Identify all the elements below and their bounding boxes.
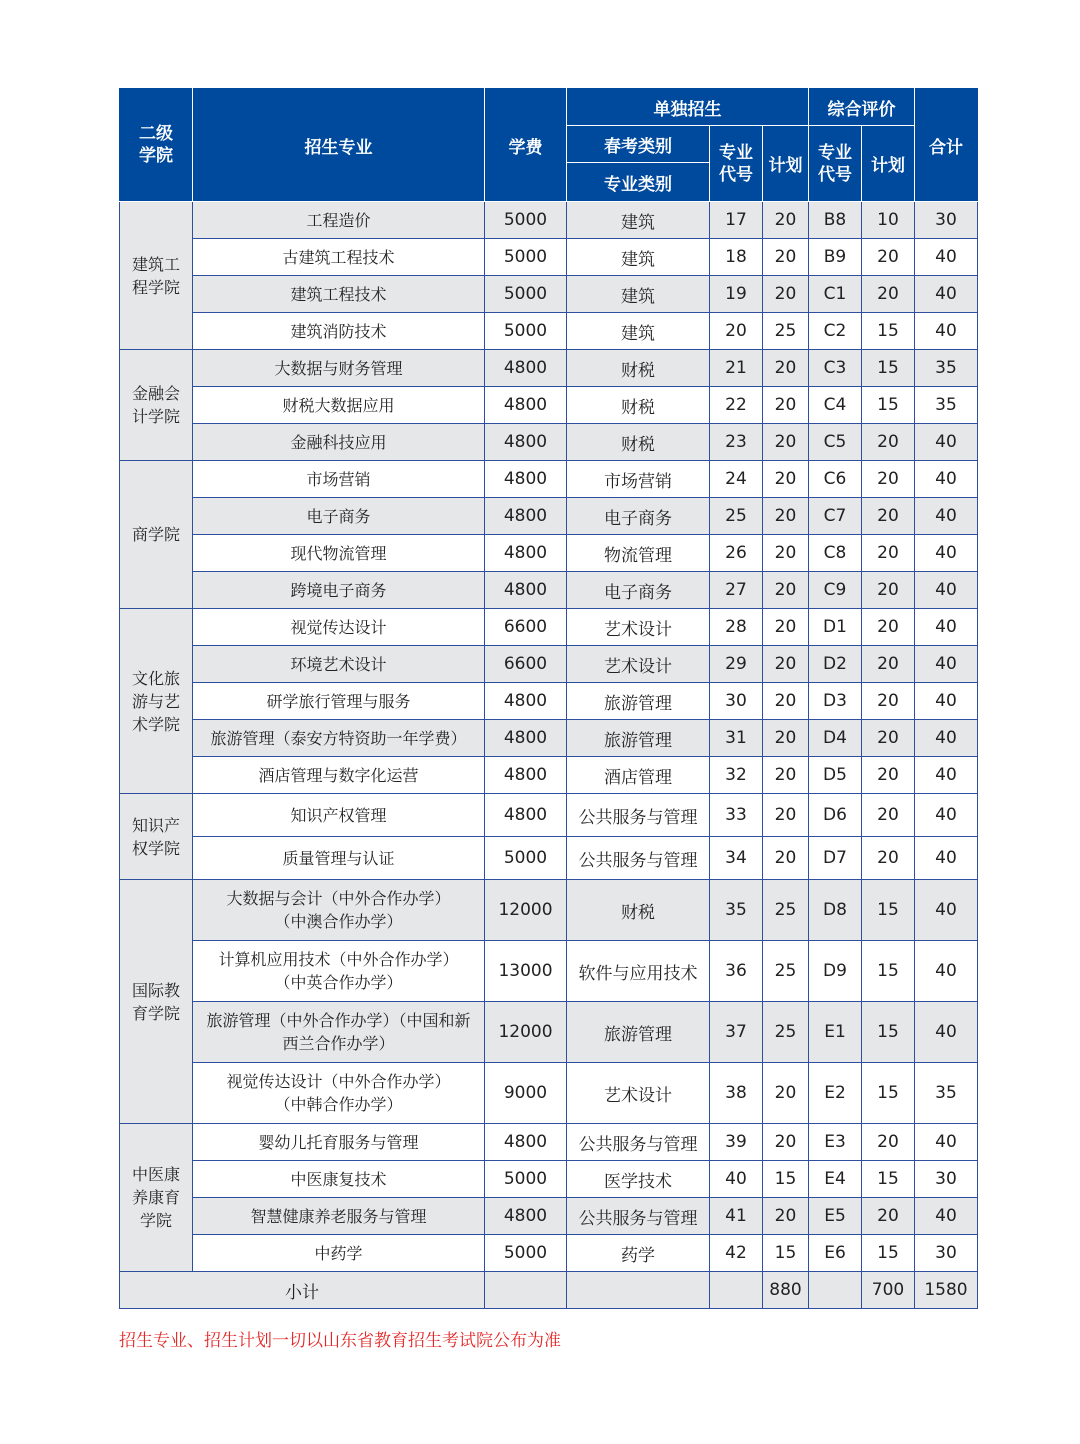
fee-cell: 6600 (485, 609, 567, 646)
comp-code-cell: E3 (809, 1124, 862, 1161)
major-cell: 旅游管理（中外合作办学）（中国和新 西兰合作办学） (193, 1002, 485, 1063)
single-plan-cell: 20 (763, 837, 809, 880)
single-plan-cell: 20 (763, 720, 809, 757)
comp-plan-cell: 20 (862, 837, 915, 880)
comp-plan-cell: 15 (862, 387, 915, 424)
major-cell: 智慧健康养老服务与管理 (193, 1198, 485, 1235)
table-row (120, 837, 978, 880)
single-plan-cell: 20 (763, 424, 809, 461)
comp-code-cell: C4 (809, 387, 862, 424)
comp-code-cell: C9 (809, 572, 862, 609)
total-cell: 40 (915, 239, 978, 276)
comp-code-cell: C1 (809, 276, 862, 313)
table-row (120, 572, 978, 609)
total-cell: 40 (915, 535, 978, 572)
total-cell: 35 (915, 387, 978, 424)
category-cell: 公共服务与管理 (567, 794, 710, 837)
single-plan-cell: 20 (763, 350, 809, 387)
single-code-cell: 39 (710, 1124, 763, 1161)
major-cell: 金融科技应用 (193, 424, 485, 461)
table-row (120, 461, 978, 498)
total-cell: 40 (915, 1124, 978, 1161)
major-cell: 工程造价 (193, 202, 485, 239)
header-major: 招生专业 (193, 89, 485, 202)
single-code-cell: 33 (710, 794, 763, 837)
category-cell: 艺术设计 (567, 609, 710, 646)
footnote: 招生专业、招生计划一切以山东省教育招生考试院公布为准 (119, 1331, 561, 1351)
fee-cell: 5000 (485, 1235, 567, 1272)
comp-plan-cell: 20 (862, 646, 915, 683)
major-cell: 环境艺术设计 (193, 646, 485, 683)
empty-category-cell (567, 1272, 710, 1309)
single-code-cell: 23 (710, 424, 763, 461)
total-cell: 40 (915, 461, 978, 498)
empty-single-code-cell (710, 1272, 763, 1309)
single-code-cell: 17 (710, 202, 763, 239)
comp-code-cell: C5 (809, 424, 862, 461)
single-plan-cell: 20 (763, 609, 809, 646)
table-row (120, 350, 978, 387)
table-row (120, 683, 978, 720)
header-total: 合计 (915, 89, 978, 202)
comp-code-cell: C7 (809, 498, 862, 535)
fee-cell: 5000 (485, 202, 567, 239)
table-row (120, 1063, 978, 1124)
fee-cell: 4800 (485, 461, 567, 498)
single-code-cell: 42 (710, 1235, 763, 1272)
comp-plan-cell: 15 (862, 941, 915, 1002)
category-cell: 物流管理 (567, 535, 710, 572)
fee-cell: 4800 (485, 535, 567, 572)
fee-cell: 12000 (485, 1002, 567, 1063)
comp-code-cell: D3 (809, 683, 862, 720)
table-row (120, 202, 978, 239)
table-row (120, 646, 978, 683)
empty-fee-cell (485, 1272, 567, 1309)
comp-plan-cell: 15 (862, 1002, 915, 1063)
subtotal-single-plan: 880 (763, 1272, 809, 1309)
fee-cell: 13000 (485, 941, 567, 1002)
fee-cell: 4800 (485, 572, 567, 609)
total-cell: 40 (915, 609, 978, 646)
total-cell: 40 (915, 313, 978, 350)
single-code-cell: 19 (710, 276, 763, 313)
comp-code-cell: D1 (809, 609, 862, 646)
category-cell: 酒店管理 (567, 757, 710, 794)
comp-plan-cell: 20 (862, 1198, 915, 1235)
comp-code-cell: D5 (809, 757, 862, 794)
comp-plan-cell: 15 (862, 350, 915, 387)
total-cell: 40 (915, 880, 978, 941)
category-cell: 建筑 (567, 313, 710, 350)
comp-code-cell: D8 (809, 880, 862, 941)
comp-plan-cell: 15 (862, 880, 915, 941)
total-cell: 40 (915, 941, 978, 1002)
header-spring-category: 春考类别 (567, 126, 710, 163)
comp-plan-cell: 20 (862, 572, 915, 609)
table-row (120, 794, 978, 837)
single-code-cell: 38 (710, 1063, 763, 1124)
comp-code-cell: D7 (809, 837, 862, 880)
category-cell: 旅游管理 (567, 683, 710, 720)
single-code-cell: 35 (710, 880, 763, 941)
comp-code-cell: E2 (809, 1063, 862, 1124)
total-cell: 35 (915, 350, 978, 387)
header-comp-plan: 计划 (862, 126, 915, 202)
category-cell: 建筑 (567, 239, 710, 276)
single-code-cell: 28 (710, 609, 763, 646)
table-row (120, 880, 978, 941)
single-code-cell: 34 (710, 837, 763, 880)
comp-code-cell: D9 (809, 941, 862, 1002)
comp-plan-cell: 20 (862, 794, 915, 837)
total-cell: 40 (915, 757, 978, 794)
comp-plan-cell: 20 (862, 757, 915, 794)
single-code-cell: 29 (710, 646, 763, 683)
single-plan-cell: 25 (763, 941, 809, 1002)
category-cell: 药学 (567, 1235, 710, 1272)
total-cell: 30 (915, 1235, 978, 1272)
fee-cell: 4800 (485, 1124, 567, 1161)
subtotal-comp-plan: 700 (862, 1272, 915, 1309)
single-code-cell: 21 (710, 350, 763, 387)
single-plan-cell: 20 (763, 683, 809, 720)
fee-cell: 4800 (485, 757, 567, 794)
major-cell: 视觉传达设计 (193, 609, 485, 646)
category-cell: 财税 (567, 880, 710, 941)
single-code-cell: 41 (710, 1198, 763, 1235)
fee-cell: 4800 (485, 498, 567, 535)
subtotal-label: 小计 (120, 1272, 485, 1309)
header-major-category: 专业类别 (567, 163, 710, 202)
comp-plan-cell: 15 (862, 1161, 915, 1198)
major-cell: 市场营销 (193, 461, 485, 498)
single-code-cell: 37 (710, 1002, 763, 1063)
major-cell: 计算机应用技术（中外合作办学） （中英合作办学） (193, 941, 485, 1002)
comp-code-cell: C2 (809, 313, 862, 350)
empty-comp-code-cell (809, 1272, 862, 1309)
table-row (120, 498, 978, 535)
category-cell: 市场营销 (567, 461, 710, 498)
fee-cell: 4800 (485, 350, 567, 387)
single-plan-cell: 20 (763, 572, 809, 609)
fee-cell: 4800 (485, 794, 567, 837)
table-row (120, 1235, 978, 1272)
header-single-code: 专业 代号 (710, 126, 763, 202)
total-cell: 40 (915, 424, 978, 461)
single-code-cell: 24 (710, 461, 763, 498)
header-comp-code: 专业 代号 (809, 126, 862, 202)
enrollment-plan-table (119, 88, 978, 1309)
college-cell: 金融会 计学院 (120, 350, 193, 461)
fee-cell: 4800 (485, 683, 567, 720)
comp-plan-cell: 20 (862, 683, 915, 720)
comp-plan-cell: 15 (862, 1235, 915, 1272)
fee-cell: 4800 (485, 720, 567, 757)
total-cell: 40 (915, 498, 978, 535)
single-plan-cell: 20 (763, 461, 809, 498)
total-cell: 40 (915, 572, 978, 609)
comp-plan-cell: 10 (862, 202, 915, 239)
fee-cell: 4800 (485, 1198, 567, 1235)
category-cell: 旅游管理 (567, 720, 710, 757)
fee-cell: 5000 (485, 239, 567, 276)
total-cell: 40 (915, 794, 978, 837)
category-cell: 电子商务 (567, 572, 710, 609)
single-code-cell: 18 (710, 239, 763, 276)
category-cell: 旅游管理 (567, 1002, 710, 1063)
fee-cell: 5000 (485, 313, 567, 350)
category-cell: 公共服务与管理 (567, 837, 710, 880)
comp-plan-cell: 20 (862, 498, 915, 535)
category-cell: 财税 (567, 424, 710, 461)
comp-plan-cell: 20 (862, 535, 915, 572)
comp-plan-cell: 20 (862, 424, 915, 461)
single-code-cell: 30 (710, 683, 763, 720)
table-row (120, 535, 978, 572)
comp-code-cell: C8 (809, 535, 862, 572)
major-cell: 中医康复技术 (193, 1161, 485, 1198)
category-cell: 公共服务与管理 (567, 1198, 710, 1235)
major-cell: 古建筑工程技术 (193, 239, 485, 276)
single-plan-cell: 20 (763, 202, 809, 239)
single-plan-cell: 20 (763, 239, 809, 276)
fee-cell: 5000 (485, 276, 567, 313)
table-row (120, 424, 978, 461)
major-cell: 研学旅行管理与服务 (193, 683, 485, 720)
comp-plan-cell: 15 (862, 1063, 915, 1124)
fee-cell: 6600 (485, 646, 567, 683)
fee-cell: 5000 (485, 1161, 567, 1198)
single-code-cell: 36 (710, 941, 763, 1002)
comp-code-cell: B8 (809, 202, 862, 239)
single-code-cell: 26 (710, 535, 763, 572)
college-cell: 文化旅 游与艺 术学院 (120, 609, 193, 794)
fee-cell: 4800 (485, 387, 567, 424)
single-plan-cell: 15 (763, 1161, 809, 1198)
single-plan-cell: 25 (763, 1002, 809, 1063)
single-plan-cell: 20 (763, 535, 809, 572)
table-row (120, 609, 978, 646)
category-cell: 建筑 (567, 276, 710, 313)
single-plan-cell: 20 (763, 276, 809, 313)
single-plan-cell: 20 (763, 498, 809, 535)
header-single-plan: 计划 (763, 126, 809, 202)
comp-code-cell: C6 (809, 461, 862, 498)
header-single-enrollment: 单独招生 (567, 89, 809, 126)
single-code-cell: 27 (710, 572, 763, 609)
table-row (120, 941, 978, 1002)
comp-code-cell: B9 (809, 239, 862, 276)
category-cell: 电子商务 (567, 498, 710, 535)
single-code-cell: 22 (710, 387, 763, 424)
single-plan-cell: 20 (763, 387, 809, 424)
fee-cell: 12000 (485, 880, 567, 941)
college-cell: 建筑工 程学院 (120, 202, 193, 350)
comp-code-cell: D4 (809, 720, 862, 757)
header-comprehensive-evaluation: 综合评价 (809, 89, 915, 126)
total-cell: 40 (915, 837, 978, 880)
fee-cell: 5000 (485, 837, 567, 880)
table-row (120, 387, 978, 424)
total-cell: 35 (915, 1063, 978, 1124)
major-cell: 婴幼儿托育服务与管理 (193, 1124, 485, 1161)
single-plan-cell: 20 (763, 757, 809, 794)
table-row (120, 239, 978, 276)
fee-cell: 4800 (485, 424, 567, 461)
major-cell: 跨境电子商务 (193, 572, 485, 609)
total-cell: 40 (915, 1002, 978, 1063)
major-cell: 大数据与财务管理 (193, 350, 485, 387)
single-code-cell: 31 (710, 720, 763, 757)
college-cell: 知识产 权学院 (120, 794, 193, 880)
table-row (120, 720, 978, 757)
major-cell: 视觉传达设计（中外合作办学） （中韩合作办学） (193, 1063, 485, 1124)
college-cell: 国际教 育学院 (120, 880, 193, 1124)
single-plan-cell: 20 (763, 1198, 809, 1235)
comp-code-cell: E6 (809, 1235, 862, 1272)
category-cell: 软件与应用技术 (567, 941, 710, 1002)
total-cell: 40 (915, 683, 978, 720)
college-cell: 商学院 (120, 461, 193, 609)
single-plan-cell: 15 (763, 1235, 809, 1272)
total-cell: 30 (915, 1161, 978, 1198)
major-cell: 质量管理与认证 (193, 837, 485, 880)
subtotal-total: 1580 (915, 1272, 978, 1309)
table-row (120, 757, 978, 794)
major-cell: 现代物流管理 (193, 535, 485, 572)
major-cell: 大数据与会计（中外合作办学） （中澳合作办学） (193, 880, 485, 941)
single-plan-cell: 20 (763, 794, 809, 837)
category-cell: 建筑 (567, 202, 710, 239)
category-cell: 财税 (567, 387, 710, 424)
total-cell: 40 (915, 646, 978, 683)
single-plan-cell: 20 (763, 646, 809, 683)
single-code-cell: 40 (710, 1161, 763, 1198)
category-cell: 医学技术 (567, 1161, 710, 1198)
category-cell: 艺术设计 (567, 646, 710, 683)
table-row (120, 313, 978, 350)
comp-plan-cell: 20 (862, 276, 915, 313)
comp-plan-cell: 15 (862, 313, 915, 350)
comp-code-cell: C3 (809, 350, 862, 387)
major-cell: 中药学 (193, 1235, 485, 1272)
single-plan-cell: 20 (763, 1124, 809, 1161)
category-cell: 财税 (567, 350, 710, 387)
total-cell: 30 (915, 202, 978, 239)
table-body (120, 202, 978, 1309)
table-row (120, 276, 978, 313)
comp-code-cell: E5 (809, 1198, 862, 1235)
single-code-cell: 32 (710, 757, 763, 794)
category-cell: 艺术设计 (567, 1063, 710, 1124)
single-plan-cell: 25 (763, 313, 809, 350)
comp-code-cell: E1 (809, 1002, 862, 1063)
total-cell: 40 (915, 276, 978, 313)
comp-code-cell: D6 (809, 794, 862, 837)
comp-plan-cell: 20 (862, 1124, 915, 1161)
comp-plan-cell: 20 (862, 461, 915, 498)
single-code-cell: 20 (710, 313, 763, 350)
major-cell: 建筑工程技术 (193, 276, 485, 313)
table-row (120, 1161, 978, 1198)
major-cell: 电子商务 (193, 498, 485, 535)
college-cell: 中医康 养康育 学院 (120, 1124, 193, 1272)
major-cell: 建筑消防技术 (193, 313, 485, 350)
major-cell: 知识产权管理 (193, 794, 485, 837)
single-plan-cell: 25 (763, 880, 809, 941)
comp-code-cell: D2 (809, 646, 862, 683)
table-row (120, 1198, 978, 1235)
total-cell: 40 (915, 1198, 978, 1235)
comp-code-cell: E4 (809, 1161, 862, 1198)
major-cell: 旅游管理（泰安方特资助一年学费） (193, 720, 485, 757)
comp-plan-cell: 20 (862, 720, 915, 757)
category-cell: 公共服务与管理 (567, 1124, 710, 1161)
major-cell: 酒店管理与数字化运营 (193, 757, 485, 794)
single-plan-cell: 20 (763, 1063, 809, 1124)
single-code-cell: 25 (710, 498, 763, 535)
comp-plan-cell: 20 (862, 609, 915, 646)
major-cell: 财税大数据应用 (193, 387, 485, 424)
comp-plan-cell: 20 (862, 239, 915, 276)
table-row (120, 1002, 978, 1063)
fee-cell: 9000 (485, 1063, 567, 1124)
total-cell: 40 (915, 720, 978, 757)
subtotal-row (120, 1272, 978, 1309)
header-fee: 学费 (485, 89, 567, 202)
table-row (120, 1124, 978, 1161)
header-college: 二级 学院 (120, 89, 193, 202)
